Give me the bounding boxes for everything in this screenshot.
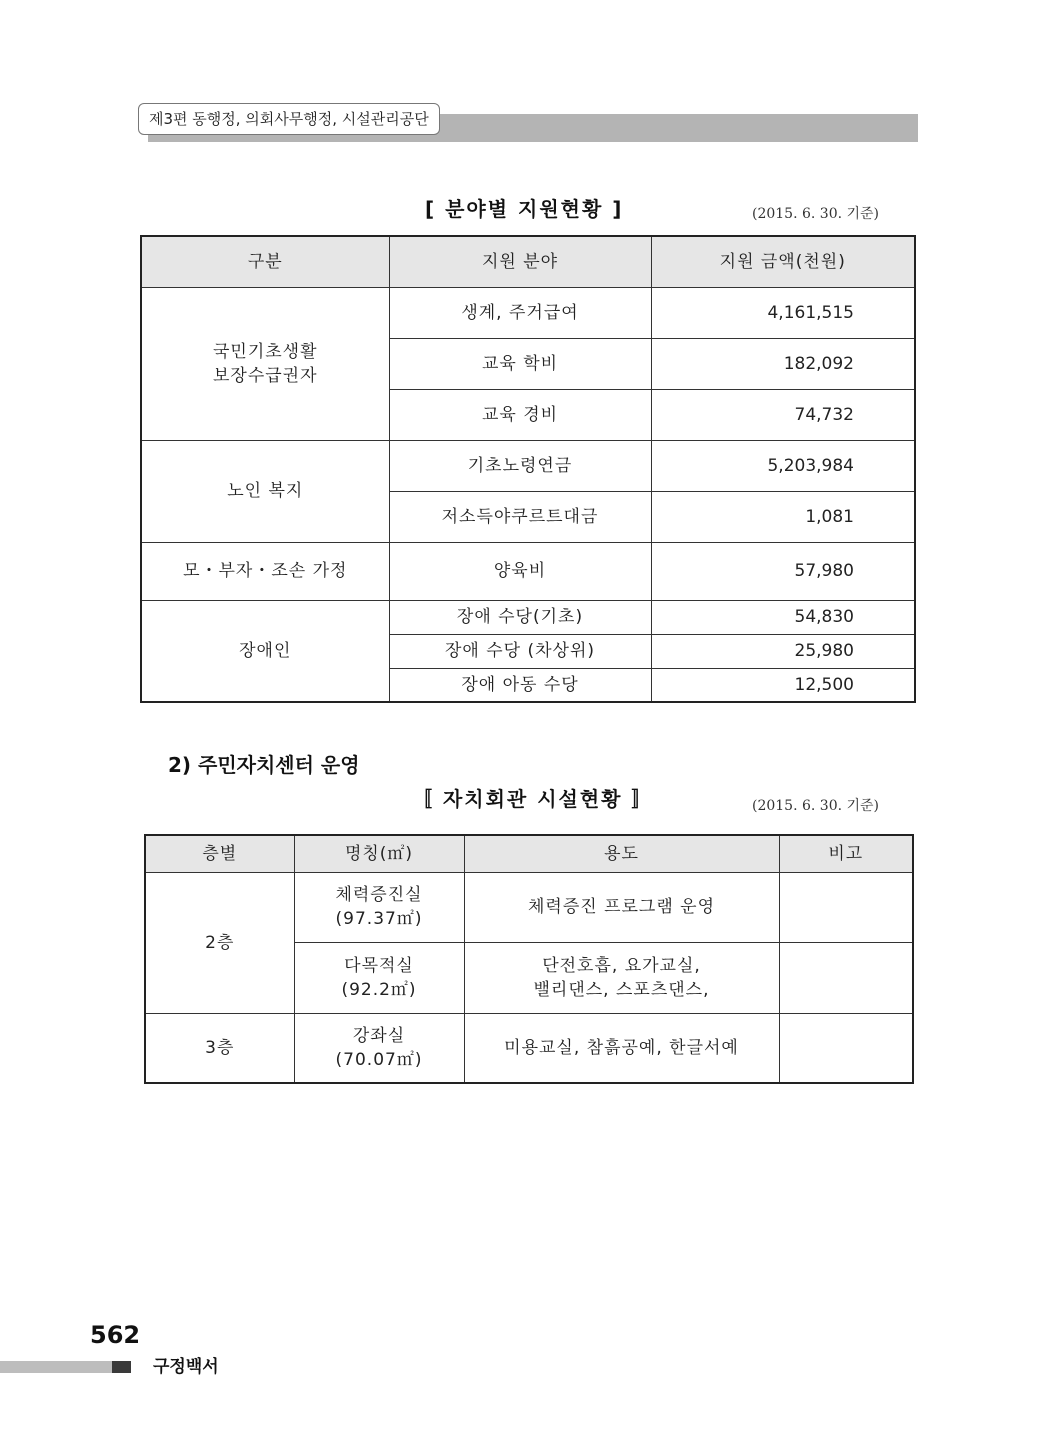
- use-cell: 단전호흡, 요가교실, 밸리댄스, 스포츠댄스,: [464, 942, 779, 1013]
- use-cell: 체력증진 프로그램 운영: [464, 872, 779, 942]
- amount-cell: 54,830: [651, 600, 915, 634]
- note-cell: [779, 872, 913, 942]
- room-area: (92.2㎡): [341, 979, 417, 1000]
- amount-cell: 4,161,515: [651, 287, 915, 338]
- field-cell: 양육비: [389, 542, 651, 600]
- category-cell: 모・부자・조손 가정: [141, 542, 389, 600]
- chapter-label: 제3편 동행정, 의회사무행정, 시설관리공단: [138, 103, 440, 135]
- table2-basis-date: (2015. 6. 30. 기준): [752, 798, 880, 814]
- footer-marker: [112, 1361, 131, 1373]
- page-number: 562: [90, 1321, 141, 1349]
- room-area: (97.37㎡): [335, 909, 423, 929]
- floor-cell: 3층: [145, 1013, 294, 1083]
- floor-cell: 2층: [145, 872, 294, 1013]
- field-cell: 교육 학비: [389, 338, 651, 389]
- room-cell: [294, 1013, 464, 1083]
- field-cell: 교육 경비: [389, 389, 651, 440]
- support-by-field-table: [140, 235, 916, 703]
- book-title: 구정백서: [153, 1357, 219, 1377]
- table1-title: [ 분야별 지원현황 ]: [425, 197, 624, 221]
- amount-cell: 74,732: [651, 389, 915, 440]
- room-area: (70.07㎡): [335, 1049, 423, 1070]
- category-cell: 노인 복지: [141, 440, 389, 542]
- column-header: 지원 분야: [389, 236, 651, 287]
- category-cell: 장애인: [141, 600, 389, 702]
- amount-cell: 1,081: [651, 491, 915, 542]
- amount-cell: 12,500: [651, 668, 915, 702]
- field-cell: 장애 아동 수당: [389, 668, 651, 702]
- column-header: 지원 금액(천원): [651, 236, 915, 287]
- amount-cell: 182,092: [651, 338, 915, 389]
- category-cell: 국민기초생활 보장수급권자: [141, 287, 389, 440]
- field-cell: 장애 수당 (차상위): [389, 634, 651, 668]
- footer-bar: [0, 1361, 112, 1373]
- section-heading: 2) 주민자치센터 운영: [168, 753, 360, 777]
- column-header: 비고: [779, 835, 913, 872]
- room-name: 강좌실: [352, 1025, 406, 1046]
- column-header: 용도: [464, 835, 779, 872]
- field-cell: 기초노령연금: [389, 440, 651, 491]
- column-header: 명칭(㎡): [294, 835, 464, 872]
- field-cell: 생계, 주거급여: [389, 287, 651, 338]
- room-name: 다목적실: [344, 955, 414, 976]
- use-cell: 미용교실, 참흙공예, 한글서예: [464, 1013, 779, 1083]
- amount-cell: 57,980: [651, 542, 915, 600]
- facility-status-table: [144, 834, 914, 1084]
- table1-basis-date: (2015. 6. 30. 기준): [752, 206, 880, 222]
- column-header: 구분: [141, 236, 389, 287]
- amount-cell: 25,980: [651, 634, 915, 668]
- field-cell: 장애 수당(기초): [389, 600, 651, 634]
- table2-title: 〚 자치회관 시설현황 〛: [412, 787, 654, 811]
- amount-cell: 5,203,984: [651, 440, 915, 491]
- room-name: 체력증진실: [335, 885, 423, 905]
- field-cell: 저소득야쿠르트대금: [389, 491, 651, 542]
- note-cell: [779, 1013, 913, 1083]
- room-cell: [294, 872, 464, 942]
- room-cell: [294, 942, 464, 1013]
- column-header: 층별: [145, 835, 294, 872]
- note-cell: [779, 942, 913, 1013]
